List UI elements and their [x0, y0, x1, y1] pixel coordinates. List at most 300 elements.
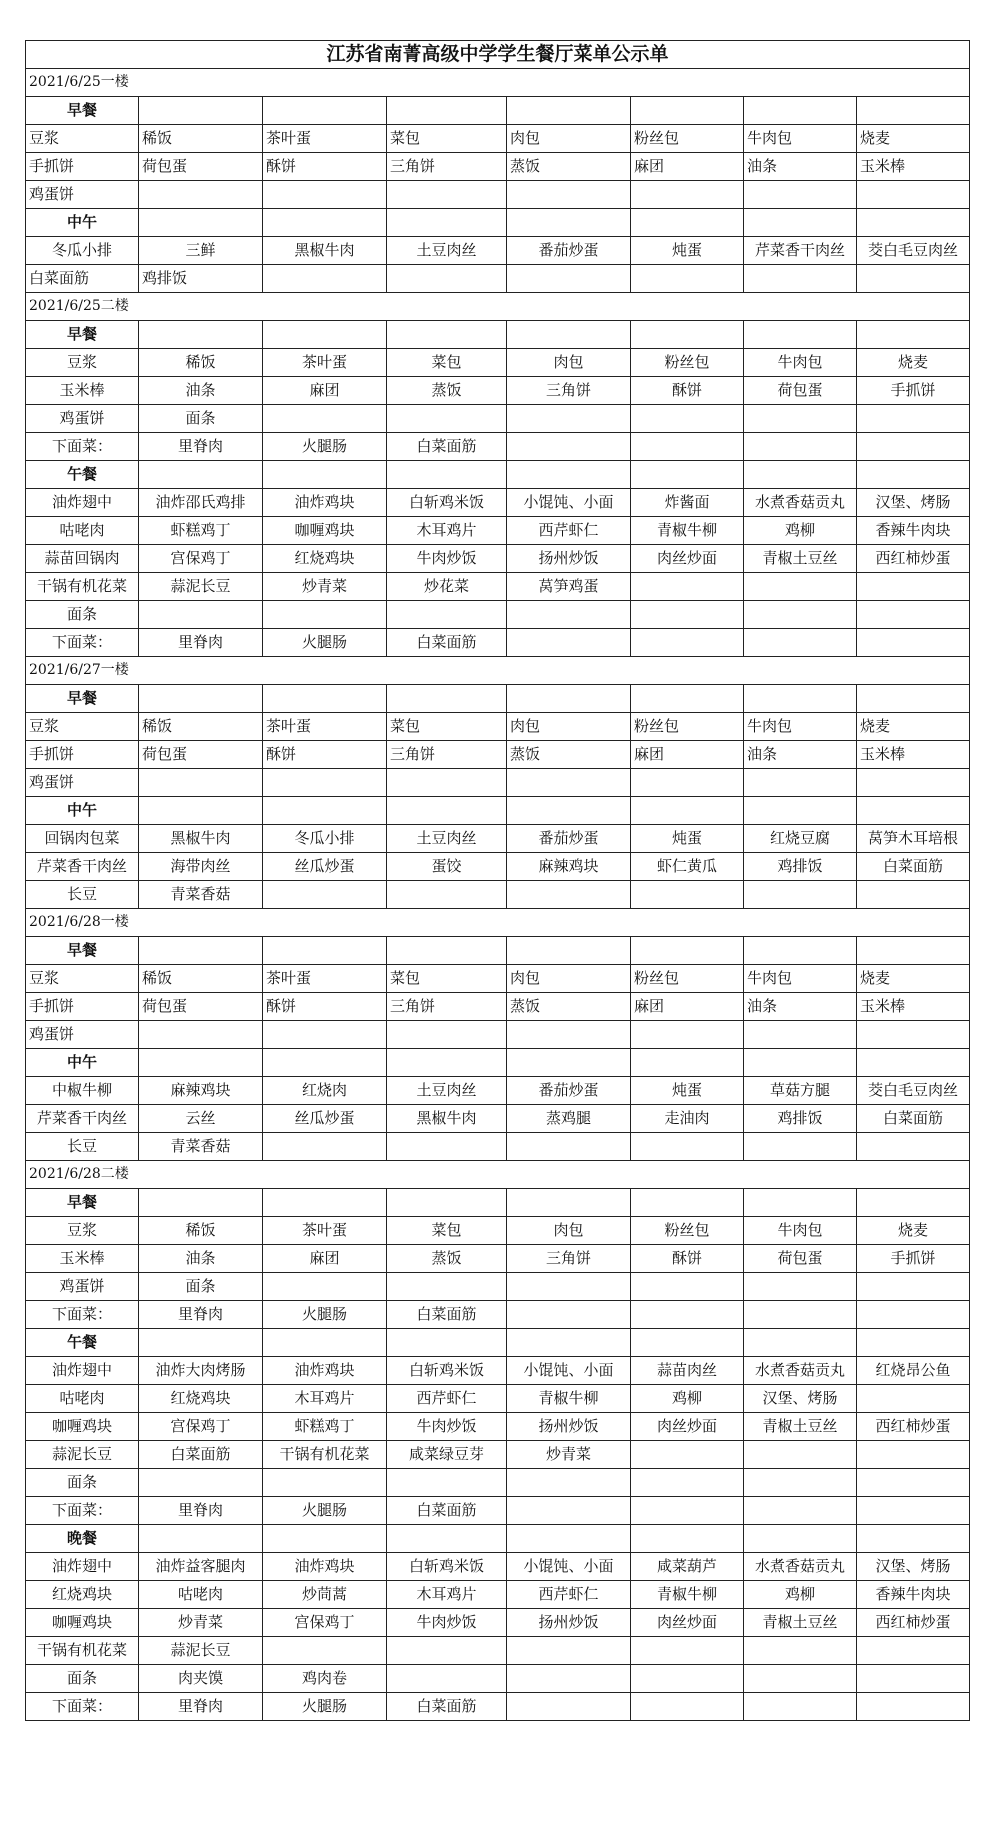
menu-cell: 白菜面筋 — [387, 433, 507, 461]
menu-cell: 白菜面筋 — [139, 1441, 263, 1469]
menu-row — [26, 125, 970, 153]
meal-label: 午餐 — [26, 1329, 139, 1357]
menu-cell — [857, 937, 970, 965]
menu-cell — [387, 685, 507, 713]
meal-header-row — [26, 209, 970, 237]
menu-row — [26, 1385, 970, 1413]
menu-cell: 三角饼 — [507, 377, 631, 405]
meal-label: 午餐 — [26, 461, 139, 489]
menu-cell — [631, 1189, 744, 1217]
menu-cell: 下面菜： — [26, 433, 139, 461]
section-date-row — [26, 293, 970, 321]
menu-cell: 白菜面筋 — [387, 1497, 507, 1525]
menu-row — [26, 601, 970, 629]
menu-cell: 油炸鸡块 — [263, 1553, 387, 1581]
menu-cell: 炒青菜 — [507, 1441, 631, 1469]
menu-cell — [507, 433, 631, 461]
menu-cell: 蒸饭 — [507, 153, 631, 181]
menu-cell — [507, 1273, 631, 1301]
section-date: 2021/6/25二楼 — [26, 293, 970, 321]
menu-cell: 干锅有机花菜 — [26, 573, 139, 601]
menu-cell: 酥饼 — [263, 741, 387, 769]
menu-cell: 酥饼 — [263, 993, 387, 1021]
menu-cell: 肉包 — [507, 713, 631, 741]
menu-row — [26, 1021, 970, 1049]
section-date: 2021/6/27一楼 — [26, 657, 970, 685]
menu-cell — [857, 1525, 970, 1553]
menu-cell — [631, 181, 744, 209]
menu-cell — [744, 937, 857, 965]
menu-cell: 西芹虾仁 — [507, 517, 631, 545]
menu-cell: 里脊肉 — [139, 1693, 263, 1721]
menu-cell — [263, 601, 387, 629]
menu-cell — [744, 181, 857, 209]
menu-cell: 炖蛋 — [631, 237, 744, 265]
menu-cell: 稀饭 — [139, 349, 263, 377]
menu-cell: 稀饭 — [139, 965, 263, 993]
menu-cell — [857, 1049, 970, 1077]
menu-cell: 茶叶蛋 — [263, 349, 387, 377]
menu-cell: 红烧豆腐 — [744, 825, 857, 853]
menu-cell — [631, 1133, 744, 1161]
menu-cell: 鸡柳 — [631, 1385, 744, 1413]
menu-cell: 玉米棒 — [26, 377, 139, 405]
menu-cell: 云丝 — [139, 1105, 263, 1133]
menu-cell: 牛肉包 — [744, 349, 857, 377]
meal-header-row — [26, 97, 970, 125]
menu-row — [26, 1637, 970, 1665]
menu-cell: 红烧鸡块 — [26, 1581, 139, 1609]
menu-cell: 炒青菜 — [263, 573, 387, 601]
menu-cell — [631, 1469, 744, 1497]
menu-cell — [857, 1469, 970, 1497]
menu-cell: 黑椒牛肉 — [263, 237, 387, 265]
menu-cell: 小馄饨、小面 — [507, 489, 631, 517]
menu-cell — [744, 1441, 857, 1469]
menu-cell: 面条 — [26, 1665, 139, 1693]
menu-cell: 稀饭 — [139, 1217, 263, 1245]
menu-cell — [387, 265, 507, 293]
menu-cell — [387, 1329, 507, 1357]
menu-cell — [631, 1497, 744, 1525]
menu-cell: 丝瓜炒蛋 — [263, 1105, 387, 1133]
menu-cell: 茶叶蛋 — [263, 1217, 387, 1245]
menu-cell: 干锅有机花菜 — [26, 1637, 139, 1665]
menu-cell: 番茄炒蛋 — [507, 237, 631, 265]
menu-cell — [631, 1021, 744, 1049]
menu-row — [26, 853, 970, 881]
menu-cell: 咸菜绿豆芽 — [387, 1441, 507, 1469]
menu-cell: 粉丝包 — [631, 349, 744, 377]
meal-label: 早餐 — [26, 937, 139, 965]
menu-cell: 酥饼 — [631, 1245, 744, 1273]
menu-cell — [387, 1189, 507, 1217]
menu-cell: 豆浆 — [26, 1217, 139, 1245]
menu-row — [26, 573, 970, 601]
meal-header-row — [26, 461, 970, 489]
menu-cell — [263, 265, 387, 293]
menu-cell — [387, 181, 507, 209]
menu-cell — [139, 937, 263, 965]
menu-cell: 水煮香菇贡丸 — [744, 1357, 857, 1385]
menu-cell: 三角饼 — [507, 1245, 631, 1273]
menu-cell — [507, 1637, 631, 1665]
menu-cell — [139, 97, 263, 125]
menu-cell: 麻辣鸡块 — [139, 1077, 263, 1105]
menu-cell: 蒜泥长豆 — [139, 573, 263, 601]
menu-cell: 烧麦 — [857, 965, 970, 993]
menu-cell — [139, 1189, 263, 1217]
menu-cell — [631, 881, 744, 909]
menu-cell: 黑椒牛肉 — [139, 825, 263, 853]
menu-cell: 青菜香菇 — [139, 881, 263, 909]
menu-cell — [631, 97, 744, 125]
menu-cell: 咖喱鸡块 — [26, 1609, 139, 1637]
menu-cell — [263, 769, 387, 797]
menu-cell: 鸡排饭 — [139, 265, 263, 293]
menu-cell: 豆浆 — [26, 713, 139, 741]
menu-cell — [744, 881, 857, 909]
menu-cell — [507, 601, 631, 629]
menu-cell — [263, 1021, 387, 1049]
menu-cell: 菜包 — [387, 965, 507, 993]
menu-cell: 鸡肉卷 — [263, 1665, 387, 1693]
menu-cell: 麻团 — [631, 993, 744, 1021]
menu-row — [26, 1497, 970, 1525]
menu-cell — [263, 881, 387, 909]
menu-cell — [631, 601, 744, 629]
menu-cell: 青椒土豆丝 — [744, 1413, 857, 1441]
menu-row — [26, 377, 970, 405]
menu-cell: 牛肉炒饭 — [387, 1413, 507, 1441]
menu-cell — [507, 97, 631, 125]
menu-cell: 手抓饼 — [857, 1245, 970, 1273]
menu-cell: 汉堡、烤肠 — [857, 489, 970, 517]
menu-cell — [507, 769, 631, 797]
menu-row — [26, 1469, 970, 1497]
menu-cell — [263, 797, 387, 825]
menu-cell: 荷包蛋 — [139, 741, 263, 769]
menu-cell — [857, 1497, 970, 1525]
menu-cell: 草菇方腿 — [744, 1077, 857, 1105]
menu-cell: 咖喱鸡块 — [263, 517, 387, 545]
menu-cell — [744, 321, 857, 349]
menu-cell: 宫保鸡丁 — [139, 545, 263, 573]
menu-cell: 麻团 — [631, 741, 744, 769]
menu-cell: 蒜苗回锅肉 — [26, 545, 139, 573]
menu-cell — [263, 1189, 387, 1217]
menu-cell: 鸡蛋饼 — [26, 405, 139, 433]
menu-cell: 长豆 — [26, 881, 139, 909]
menu-cell: 青椒土豆丝 — [744, 1609, 857, 1637]
menu-cell: 下面菜： — [26, 1693, 139, 1721]
menu-cell — [387, 1665, 507, 1693]
menu-cell: 油炸益客腿肉 — [139, 1553, 263, 1581]
menu-cell — [857, 573, 970, 601]
menu-cell: 白斩鸡米饭 — [387, 1553, 507, 1581]
menu-cell — [857, 321, 970, 349]
menu-cell: 稀饭 — [139, 713, 263, 741]
menu-cell: 西红柿炒蛋 — [857, 1413, 970, 1441]
menu-cell: 菜包 — [387, 125, 507, 153]
menu-cell — [507, 1525, 631, 1553]
menu-cell: 莴笋木耳培根 — [857, 825, 970, 853]
menu-cell: 中椒牛柳 — [26, 1077, 139, 1105]
menu-cell: 油炸翅中 — [26, 489, 139, 517]
menu-cell: 白菜面筋 — [26, 265, 139, 293]
menu-cell: 豆浆 — [26, 125, 139, 153]
menu-row — [26, 1413, 970, 1441]
menu-cell — [263, 97, 387, 125]
menu-body — [26, 41, 970, 1721]
menu-cell: 三角饼 — [387, 153, 507, 181]
menu-cell: 油炸邵氏鸡排 — [139, 489, 263, 517]
menu-cell — [744, 1469, 857, 1497]
menu-cell: 牛肉炒饭 — [387, 545, 507, 573]
menu-cell: 扬州炒饭 — [507, 1413, 631, 1441]
menu-cell: 肉丝炒面 — [631, 545, 744, 573]
menu-cell: 玉米棒 — [857, 741, 970, 769]
menu-cell: 番茄炒蛋 — [507, 1077, 631, 1105]
meal-header-row — [26, 797, 970, 825]
menu-cell — [744, 797, 857, 825]
menu-cell: 红烧昂公鱼 — [857, 1357, 970, 1385]
menu-cell — [857, 1385, 970, 1413]
menu-cell: 油炸鸡块 — [263, 1357, 387, 1385]
menu-cell: 宫保鸡丁 — [139, 1413, 263, 1441]
menu-cell: 荷包蛋 — [139, 153, 263, 181]
menu-cell: 干锅有机花菜 — [263, 1441, 387, 1469]
menu-cell: 白菜面筋 — [387, 629, 507, 657]
menu-cell: 油炸鸡块 — [263, 489, 387, 517]
menu-cell — [387, 405, 507, 433]
section-date-row — [26, 1161, 970, 1189]
menu-cell — [857, 265, 970, 293]
menu-cell: 麻团 — [263, 1245, 387, 1273]
menu-cell — [263, 181, 387, 209]
menu-cell — [631, 685, 744, 713]
menu-cell: 荷包蛋 — [744, 377, 857, 405]
menu-cell: 下面菜： — [26, 1497, 139, 1525]
section-date: 2021/6/28二楼 — [26, 1161, 970, 1189]
menu-cell — [263, 209, 387, 237]
menu-cell — [857, 1021, 970, 1049]
menu-cell: 下面菜： — [26, 629, 139, 657]
menu-row — [26, 825, 970, 853]
menu-cell: 火腿肠 — [263, 433, 387, 461]
menu-cell — [744, 1665, 857, 1693]
menu-cell: 豆浆 — [26, 349, 139, 377]
menu-cell: 虾糕鸡丁 — [263, 1413, 387, 1441]
menu-cell — [857, 769, 970, 797]
menu-cell: 粉丝包 — [631, 713, 744, 741]
menu-cell: 西红柿炒蛋 — [857, 545, 970, 573]
menu-cell — [857, 1133, 970, 1161]
menu-cell: 小馄饨、小面 — [507, 1357, 631, 1385]
menu-cell: 虾糕鸡丁 — [139, 517, 263, 545]
menu-cell — [744, 629, 857, 657]
menu-cell: 蒜泥长豆 — [139, 1637, 263, 1665]
menu-cell: 炒青菜 — [139, 1609, 263, 1637]
menu-cell: 白菜面筋 — [857, 1105, 970, 1133]
menu-cell — [631, 405, 744, 433]
title-row — [26, 41, 970, 69]
menu-cell — [631, 573, 744, 601]
menu-cell — [263, 1637, 387, 1665]
menu-cell — [857, 685, 970, 713]
menu-row — [26, 965, 970, 993]
menu-cell: 手抓饼 — [26, 153, 139, 181]
menu-cell — [631, 1049, 744, 1077]
meal-label: 晚餐 — [26, 1525, 139, 1553]
menu-cell: 荷包蛋 — [139, 993, 263, 1021]
meal-label: 中午 — [26, 209, 139, 237]
menu-cell: 牛肉包 — [744, 1217, 857, 1245]
menu-cell — [857, 1665, 970, 1693]
menu-cell — [139, 1049, 263, 1077]
menu-cell — [631, 937, 744, 965]
menu-row — [26, 1217, 970, 1245]
menu-cell: 肉包 — [507, 125, 631, 153]
menu-cell: 牛肉炒饭 — [387, 1609, 507, 1637]
menu-cell: 麻团 — [631, 153, 744, 181]
menu-row — [26, 405, 970, 433]
menu-cell: 白菜面筋 — [857, 853, 970, 881]
section-date: 2021/6/25一楼 — [26, 69, 970, 97]
menu-cell — [857, 601, 970, 629]
menu-cell: 蒜泥长豆 — [26, 1441, 139, 1469]
menu-cell — [857, 1329, 970, 1357]
menu-cell: 虾仁黄瓜 — [631, 853, 744, 881]
menu-cell: 油条 — [139, 1245, 263, 1273]
menu-cell: 番茄炒蛋 — [507, 825, 631, 853]
menu-cell: 炸酱面 — [631, 489, 744, 517]
menu-cell: 西芹虾仁 — [507, 1581, 631, 1609]
menu-cell — [263, 1133, 387, 1161]
menu-cell: 肉夹馍 — [139, 1665, 263, 1693]
meal-label: 中午 — [26, 1049, 139, 1077]
menu-cell: 菜包 — [387, 713, 507, 741]
menu-cell: 香辣牛肉块 — [857, 1581, 970, 1609]
menu-cell: 长豆 — [26, 1133, 139, 1161]
menu-cell: 炒花菜 — [387, 573, 507, 601]
menu-cell: 炖蛋 — [631, 825, 744, 853]
menu-cell — [507, 321, 631, 349]
menu-cell — [263, 1329, 387, 1357]
menu-cell: 玉米棒 — [857, 153, 970, 181]
menu-cell — [744, 433, 857, 461]
menu-cell: 火腿肠 — [263, 1301, 387, 1329]
menu-cell: 里脊肉 — [139, 1301, 263, 1329]
menu-row — [26, 881, 970, 909]
menu-cell: 红烧鸡块 — [263, 545, 387, 573]
menu-row — [26, 1077, 970, 1105]
menu-cell: 三鲜 — [139, 237, 263, 265]
menu-cell: 茶叶蛋 — [263, 713, 387, 741]
menu-cell: 黑椒牛肉 — [387, 1105, 507, 1133]
menu-cell: 鸡蛋饼 — [26, 1021, 139, 1049]
menu-cell — [507, 629, 631, 657]
menu-cell: 红烧鸡块 — [139, 1385, 263, 1413]
menu-cell — [857, 1273, 970, 1301]
menu-cell — [263, 321, 387, 349]
menu-cell — [857, 461, 970, 489]
menu-cell: 面条 — [139, 405, 263, 433]
menu-cell: 肉丝炒面 — [631, 1609, 744, 1637]
menu-cell: 麻辣鸡块 — [507, 853, 631, 881]
menu-cell: 咕咾肉 — [26, 1385, 139, 1413]
menu-cell: 鸡排饭 — [744, 853, 857, 881]
menu-row — [26, 181, 970, 209]
menu-cell: 鸡排饭 — [744, 1105, 857, 1133]
menu-cell — [139, 461, 263, 489]
menu-cell — [744, 1693, 857, 1721]
menu-cell: 肉包 — [507, 1217, 631, 1245]
menu-cell — [744, 573, 857, 601]
menu-cell: 汉堡、烤肠 — [744, 1385, 857, 1413]
menu-cell: 三角饼 — [387, 993, 507, 1021]
menu-cell: 咸菜葫芦 — [631, 1553, 744, 1581]
menu-row — [26, 1581, 970, 1609]
menu-cell — [387, 1273, 507, 1301]
menu-cell — [387, 881, 507, 909]
menu-cell — [631, 1525, 744, 1553]
menu-row — [26, 1357, 970, 1385]
section-date-row — [26, 909, 970, 937]
section-date: 2021/6/28一楼 — [26, 909, 970, 937]
menu-cell — [857, 181, 970, 209]
menu-cell — [139, 1469, 263, 1497]
menu-cell — [139, 685, 263, 713]
menu-cell — [631, 209, 744, 237]
menu-cell: 油炸翅中 — [26, 1357, 139, 1385]
menu-cell — [744, 1273, 857, 1301]
menu-row — [26, 265, 970, 293]
menu-cell — [857, 209, 970, 237]
menu-cell: 丝瓜炒蛋 — [263, 853, 387, 881]
menu-cell — [631, 433, 744, 461]
menu-cell: 荷包蛋 — [744, 1245, 857, 1273]
menu-row — [26, 769, 970, 797]
menu-cell: 白斩鸡米饭 — [387, 489, 507, 517]
menu-cell: 鸡柳 — [744, 1581, 857, 1609]
menu-cell — [387, 601, 507, 629]
menu-cell — [744, 1189, 857, 1217]
menu-cell — [263, 685, 387, 713]
menu-cell: 蛋饺 — [387, 853, 507, 881]
menu-cell: 肉包 — [507, 349, 631, 377]
menu-cell: 油条 — [744, 153, 857, 181]
menu-cell: 汉堡、烤肠 — [857, 1553, 970, 1581]
meal-header-row — [26, 1525, 970, 1553]
menu-cell: 木耳鸡片 — [263, 1385, 387, 1413]
menu-cell — [744, 1525, 857, 1553]
menu-row — [26, 1609, 970, 1637]
menu-cell: 白菜面筋 — [387, 1693, 507, 1721]
menu-row — [26, 629, 970, 657]
menu-row — [26, 1273, 970, 1301]
meal-header-row — [26, 1049, 970, 1077]
menu-row — [26, 1133, 970, 1161]
menu-cell — [387, 1637, 507, 1665]
meal-label: 早餐 — [26, 321, 139, 349]
menu-cell — [507, 881, 631, 909]
meal-label: 早餐 — [26, 97, 139, 125]
menu-cell — [387, 209, 507, 237]
menu-cell: 咕咾肉 — [26, 517, 139, 545]
menu-cell: 茶叶蛋 — [263, 125, 387, 153]
menu-cell — [631, 1665, 744, 1693]
